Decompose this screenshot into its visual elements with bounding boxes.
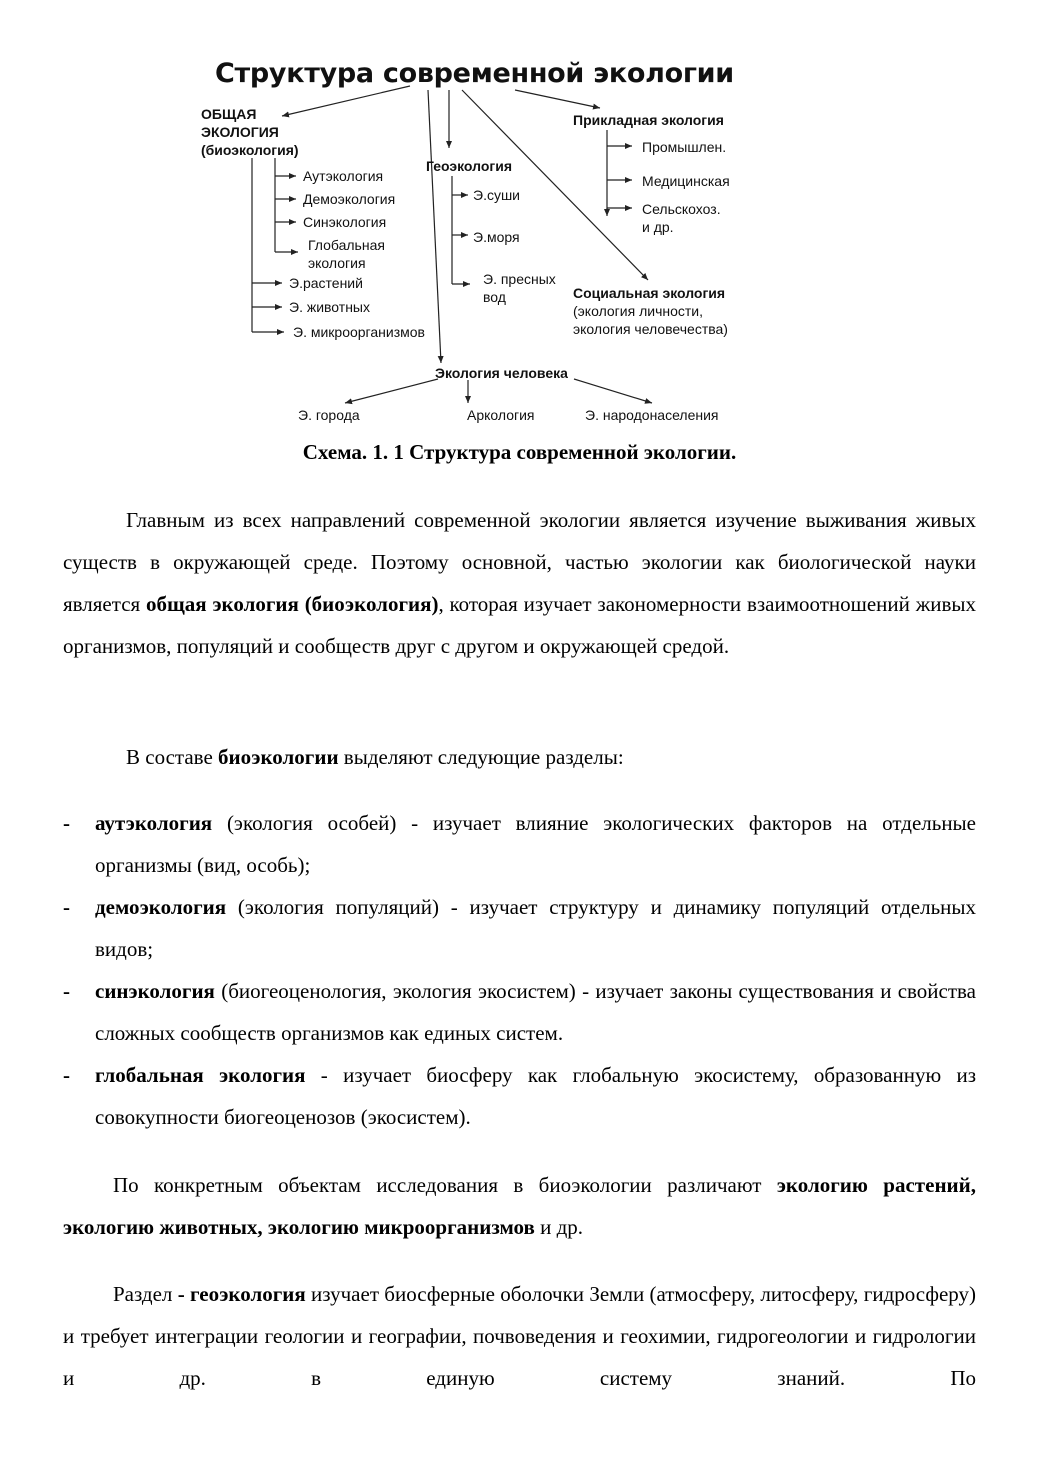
list-item: - демоэкология (экология популяций) - изучает структуру и динамику популяций отдельных видов;: [63, 895, 976, 961]
social-ecology-title: Социальная экология: [573, 285, 726, 301]
bio-item-autecology: Аутэкология: [303, 168, 384, 184]
social-ecology-sub-2: экология человечества): [573, 321, 728, 337]
geo-item-land: Э.суши: [473, 187, 521, 203]
arrow-to-applied: [515, 90, 600, 108]
applied-item-other: и др.: [642, 219, 674, 235]
arrow-to-general: [282, 86, 410, 116]
arrow-to-human: [428, 90, 441, 363]
human-item-arcology: Аркология: [467, 407, 535, 423]
geo-ecology-title: Геоэкология: [426, 158, 513, 174]
social-ecology-sub-1: (экология личности,: [573, 303, 703, 319]
paragraph-3: По конкретным объектам исследования в биоэкологии различают экологию растений, экологию животных, экологию микроорганизмов и др.: [63, 1173, 976, 1239]
organism-item-animals: Э. животных: [289, 299, 370, 315]
general-ecology-label-2: ЭКОЛОГИЯ: [201, 124, 279, 140]
bio-item-global-2: экология: [308, 255, 366, 271]
applied-item-industrial: Промышлен.: [642, 139, 727, 155]
applied-item-agricultural: Сельскохоз.: [642, 201, 721, 217]
paragraph-1: Главным из всех направлений современной экологии является изучение выживания живых существ в окружающей среде. Поэтому основной, частью экологии как биологической науки является общая экология (биоэкология), которая изучает закономерности взаимоотношений живых организмов, популяций и сообществ друг с другом и окружающей средой.: [63, 508, 976, 658]
list-item: - глобальная экология - изучает биосферу как глобальную экосистему, образованную из совокупности биогеоценозов (экосистем).: [63, 1063, 977, 1129]
human-item-population: Э. народонаселения: [585, 407, 719, 423]
human-item-city: Э. города: [298, 407, 360, 423]
bullet-list: [63, 802, 976, 1138]
bio-item-demecology: Демоэкология: [303, 191, 396, 207]
organism-item-plants: Э.растений: [289, 275, 363, 291]
bio-item-global-1: Глобальная: [308, 237, 385, 253]
applied-ecology-title: Прикладная экология: [573, 112, 724, 128]
geo-item-fresh-2: вод: [483, 289, 506, 305]
applied-item-medical: Медицинская: [642, 173, 730, 189]
diagram-title: Структура современной экологии: [215, 58, 734, 89]
geo-item-fresh-1: Э. пресных: [483, 271, 556, 287]
geo-item-sea: Э.моря: [473, 229, 520, 245]
list-item: - синэкология (биогеоценология, экология экосистем) - изучает законы существования и свойства сложных сообществ организмов как единых систем.: [63, 979, 976, 1045]
ecology-structure-diagram: [0, 0, 1039, 440]
list-item: - аутэкология (экология особей) - изучает влияние экологических факторов на отдельные организмы (вид, особь);: [63, 811, 976, 877]
general-ecology-label-3: (биоэкология): [201, 142, 299, 158]
human-ecology-title: Экология человека: [435, 365, 568, 381]
organism-item-microbes: Э. микроорганизмов: [293, 324, 425, 340]
bio-item-synecology: Синэкология: [303, 214, 387, 230]
paragraph-2: В составе биоэкологии выделяют следующие разделы:: [126, 745, 624, 769]
paragraph-4: Раздел - геоэкология изучает биосферные оболочки Земли (атмосферу, литосферу, гидросферу) и требует интеграции геологии и географии, почвоведения и геохимии, гидрогеологии и гидрологии и др. в единую систему знаний. По: [63, 1282, 976, 1390]
general-ecology-label-1: ОБЩАЯ: [201, 106, 257, 122]
diagram-caption: Схема. 1. 1 Структура современной экологии.: [302, 440, 737, 464]
